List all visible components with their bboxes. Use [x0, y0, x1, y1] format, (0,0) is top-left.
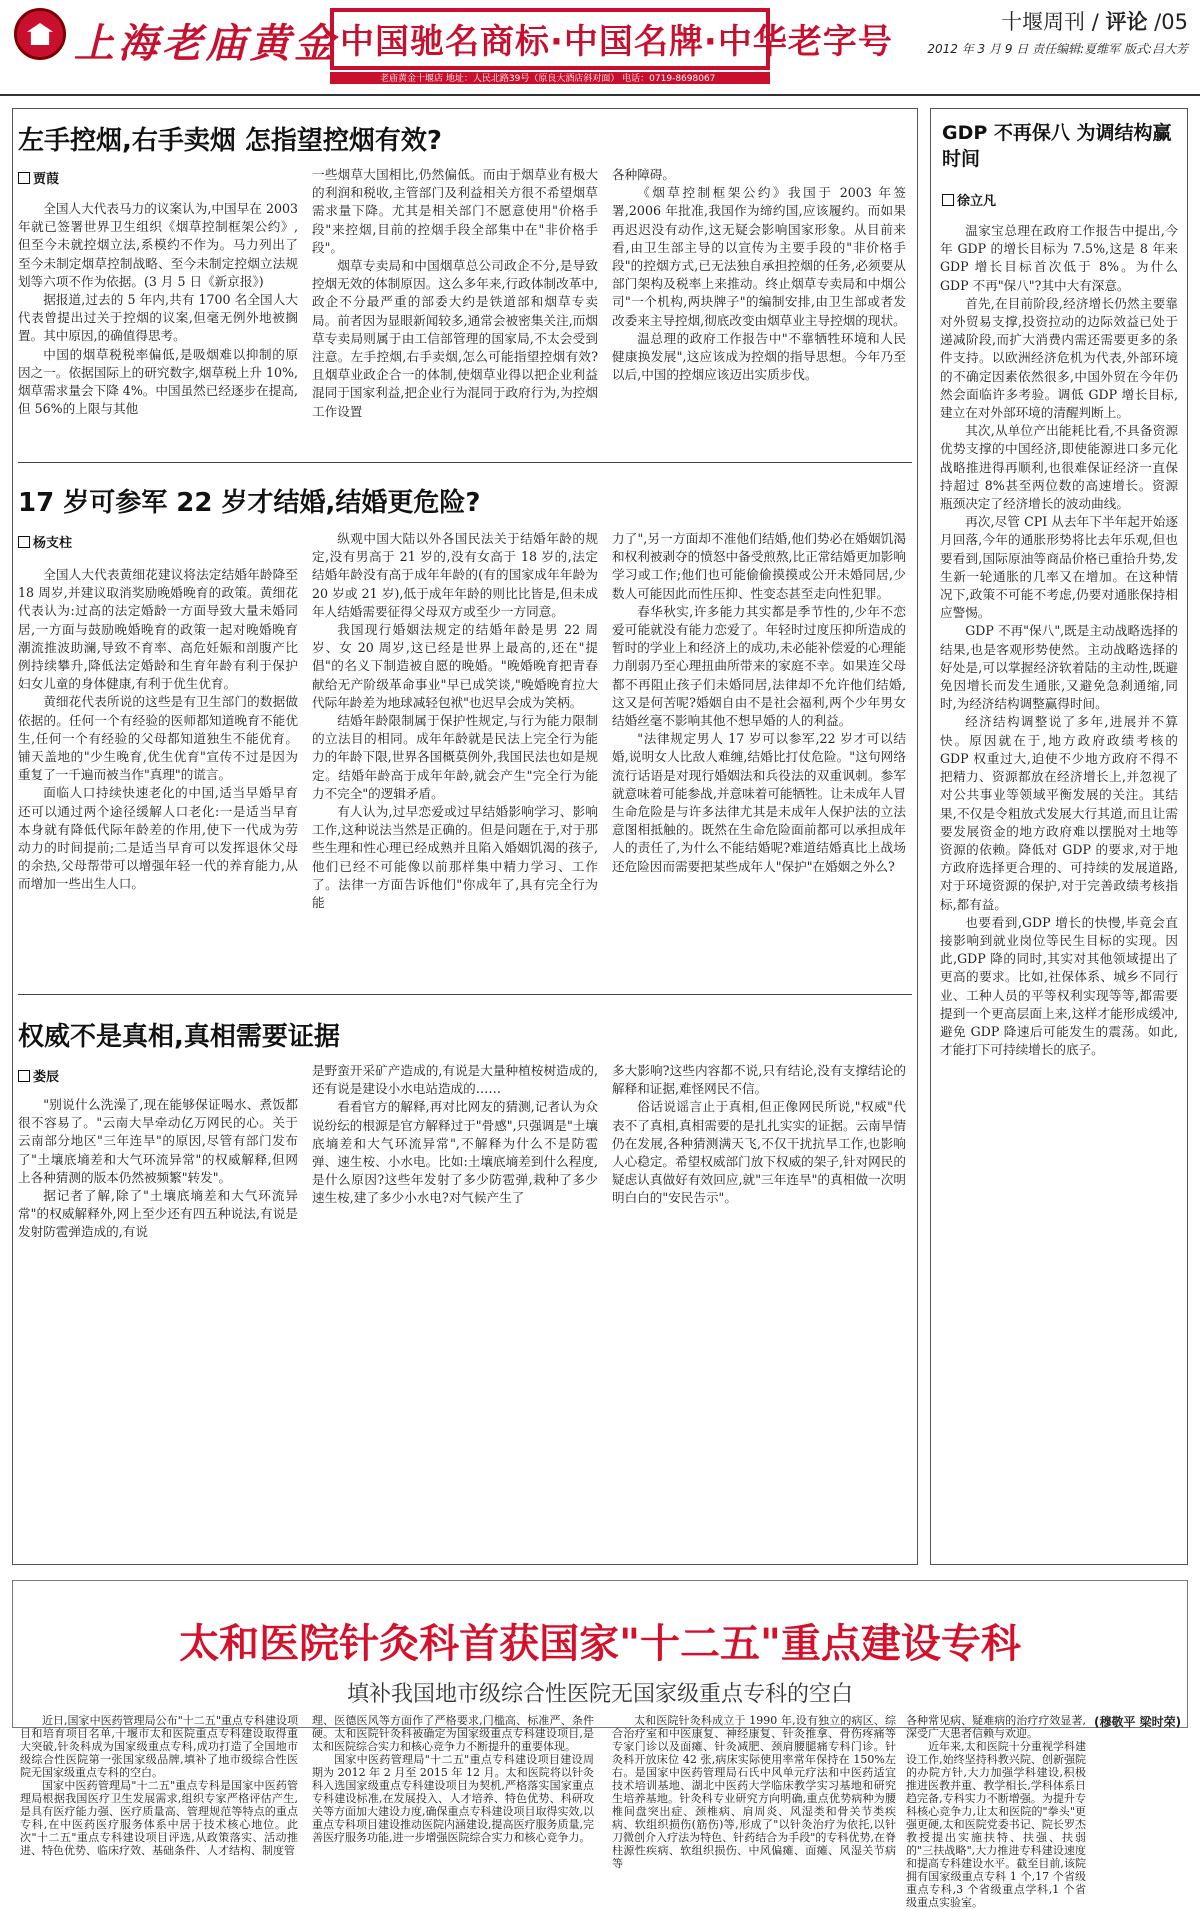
- advert-signature: (穆敬平 梁时荣): [1094, 1715, 1182, 1729]
- paragraph: "法律规定男人 17 岁可以参军,22 岁才可以结婚,说明女人比敌人难缠,结婚比打仗危险。"这句网络流行话语是对现行婚姻法和兵役法的双重讽刺。参军就意味着可能参战,并意味着可能牺牲。让未成年人冒生命危险是与许多法律尤其是未成年人保护法的立法意图相抵触的。既然在生命危险面前都可以承担成年人的责任了,为什么不能结婚呢?难道结婚真比上战场还危险因而需要把某些成年人"保护"在婚姻之外么?: [612, 731, 906, 874]
- page-number: 05: [1161, 10, 1188, 34]
- article-1-column-3: [612, 166, 906, 454]
- paragraph: 一些烟草大国相比,仍然偏低。而由于烟草业有极大的利润和税收,主管部门及利益相关方很不希望烟草需求量下降。尤其是相关部门不愿意使用"价格手段"来控烟,目前的控烟手段全部集中在"非价格手段"。: [312, 167, 598, 255]
- article-2-column-1: [18, 566, 298, 984]
- page-header: 十堰周刊 / 评论 /05: [1001, 10, 1188, 34]
- paragraph: 也要看到,GDP 增长的快慢,毕竟会直接影响到就业岗位等民生目标的实现。因此,GDP 降的同时,其实对其他领域提出了更高的要求。比如,社保体系、城乡不同行业、工种人员的平等权利实现等等,都需要提到一个更高层面上来,这样才能形成缓冲,避免 GDP 降速后可能发生的震荡。如此,才能打下可持续增长的底子。: [940, 914, 1178, 1058]
- article-3-author: 娄辰: [18, 1066, 59, 1085]
- paragraph: 全国人大代表马力的议案认为,中国早在 2003 年就已签署世界卫生组织《烟草控制框架公约》,但至今未就控烟立法,系模约不作为。马力列出了至今未制定烟草控制战略、至今未制定控烟立法规划等六项不作为依据。(3 月 5 日《新京报》): [18, 201, 298, 289]
- weekly-name: 十堰周刊: [1001, 10, 1086, 34]
- article-1-title: 左手控烟,右手卖烟 怎指望控烟有效?: [18, 126, 443, 156]
- paragraph: 太和医院针灸科成立于 1990 年,设有独立的病区、综合治疗室和中医康复、神经康复、针灸推拿、骨伤疼痛等专家门诊以及面瘫、针灸减肥、颈肩腰腿痛专科门诊。针灸科开放床位 42 张,病床实际使用率常年保持在 150%左右。是国家中医药管理局石氏中风单元疗法和中医药适宜技术培训基地、湖北中医药大学临床教学实习基地和研究生培养基地。针灸科专业研究方向明确,重点优势病种为腰椎间盘突出症、颈椎病、肩周炎、风湿类和骨关节类疾病、软组织损伤(筋伤)等,形成了"以针灸治疗为依托,以针刀微创介入疗法为特色、针药结合为手段"的专科优势,在脊柱源性疾病、软组织损伤、中风偏瘫、面瘫、风湿关节病等: [612, 1714, 896, 1870]
- paragraph: 结婚年龄限制属于保护性规定,与行为能力限制的立法目的相同。成年年龄就是民法上完全行为能力的年龄下限,世界各国概莫例外,我国民法也如是规定。结婚年龄高于成年年龄,就会产生"完全行为能力不完全"的逻辑矛盾。: [312, 713, 598, 801]
- slogan: 中国驰名商标·中国名牌·中华老字号: [340, 22, 893, 62]
- article-divider: [18, 462, 912, 463]
- paragraph: 是野蛮开采矿产造成的,有说是大量种植桉树造成的,还有说是建设小水电站造成的……: [312, 1063, 598, 1097]
- advert-column-4: [906, 1714, 1086, 1909]
- paragraph: 力了",另一方面却不准他们结婚,他们势必在婚姻饥渴和权利被剥夺的愤怒中备受煎熬,比正常结婚更加影响学习或工作;他们也可能偷偷摸摸或公开未婚同居,少数人可能因此而性压抑、性变态甚至走向性犯罪。: [612, 531, 906, 601]
- paragraph: 全国人大代表黄细花建议将法定结婚年龄降至 18 周岁,并建议取消奖励晚婚晚育的政策。黄细花代表认为:过高的法定婚龄一方面导致大量未婚同居,一方面与鼓励晚婚晚育的政策一起对晚婚晚育潮流推波助澜,导致不育率、高危妊娠和剖腹产比例持续攀升,降低法定婚龄和生育年龄有利于保护妇女儿童的身体健康,有利于优生优育。: [18, 567, 298, 692]
- article-2-column-2: [312, 530, 598, 984]
- brand-name: 上海老庙黄金: [74, 20, 338, 67]
- header-rule: [0, 94, 1200, 96]
- paragraph: 我国现行婚姻法规定的结婚年龄是男 22 周岁、女 20 周岁,这已经是世界上最高的,还在"提倡"的名义下制造被自愿的晚婚。"晚婚晚育把青春献给无产阶级革命事业"早已成笑谈,"晚婚晚育拉大代际年龄差为地球减轻包袱"也迟早会成为笑柄。: [312, 622, 598, 710]
- paragraph: 俗话说谣言止于真相,但正像网民所说,"权威"代表不了真相,真相需要的是扎扎实实的证据。云南旱情仍在发展,各种猜测满天飞,不仅干扰抗旱工作,也影响人心稳定。希望权威部门放下权威的架子,针对网民的疑虑认真做好有效回应,就"三年连旱"的真相做一次明明白白的"安民告示"。: [612, 1099, 906, 1206]
- paragraph: 春华秋实,许多能力其实都是季节性的,少年不恋爱可能就没有能力恋爱了。年轻时过度压抑所造成的暂时的学业上和经济上的成功,未必能补偿爱的心理能力削弱乃至心理扭曲所带来的家庭不幸。如果连父母都不再阻止孩子们未婚同居,法律却不允许他们结婚,这又是何苦呢?婚姻自由不是社会福利,两个少年男女结婚丝毫不影响其他不想早婚的人的利益。: [612, 603, 906, 729]
- advert-column-2: [312, 1714, 594, 1844]
- article-1-author: 贾葭: [18, 168, 59, 187]
- article-2-author: 杨支柱: [18, 532, 72, 551]
- paragraph: 纵观中国大陆以外各国民法关于结婚年龄的规定,没有男高于 21 岁的,没有女高于 18 岁的,法定结婚年龄没有高于成年年龄的(有的国家成年年龄为 20 岁或 21 岁),低于成年年龄的则比比皆是,但未成年人结婚需要征得父母双方或至少一方同意。: [312, 531, 598, 619]
- paragraph: 近日,国家中医药管理局公布"十二五"重点专科建设项目和培育项目名单,十堰市太和医院重点专科建设取得重大突破,针灸科成为国家级重点专科,成功打造了全国地市级综合性医院第一张国家级品牌,填补了地市级综合性医院无国家级重点专科的空白。: [20, 1714, 298, 1779]
- paragraph: 各种常见病、疑难病的治疗疗效显著,深受广大患者信赖与欢迎。: [906, 1714, 1086, 1740]
- advert-column-1: [20, 1714, 298, 1857]
- paragraph: 理、医德医风等方面作了严格要求,门槛高、标准严、条件硬。太和医院针灸科被确定为国家级重点专科建设项目,是太和医院综合实力和核心竞争力不断提升的重要体现。: [312, 1714, 594, 1753]
- article-2-title: 17 岁可参军 22 岁才结婚,结婚更危险?: [18, 488, 481, 518]
- paragraph: 各种障碍。: [612, 167, 675, 182]
- article-3-column-2: [312, 1062, 598, 1554]
- advert-subtitle: 填补我国地市级综合性医院无国家级重点专科的空白: [346, 1682, 853, 1707]
- store-address: 老庙黄金十堰店 地址：人民北路39号（原良大酒店斜对面） 电话：0719-8698067: [380, 74, 716, 84]
- article-3-column-1: [18, 1096, 298, 1554]
- section-name: 评论: [1105, 10, 1148, 34]
- sidebar-body: [940, 222, 1178, 1558]
- article-divider: [18, 994, 912, 995]
- sidebar-title: GDP 不再保八 为调结构赢时间: [942, 122, 1172, 170]
- sidebar-author: 徐立凡: [942, 190, 996, 209]
- article-3-title: 权威不是真相,真相需要证据: [18, 1022, 340, 1052]
- article-1-column-1: [18, 200, 298, 454]
- paragraph: GDP 不再"保八",既是主动战略选择的结果,也是客观形势使然。主动战略选择的好处是,可以掌握经济软着陆的主动性,既避免因增长而发生通胀,又避免急刹通缩,同时,为经济结构调整赢得时间。: [940, 623, 1178, 712]
- paragraph: 黄细花代表所说的这些是有卫生部门的数据做依据的。任何一个有经验的医师都知道晚育不能优生,任何一个有经验的父母都知道独生不能优育。铺天盖地的"少生晚育,优生优育"宣传不过是因为重复了一千遍而被当作"真理"的谎言。: [18, 694, 298, 783]
- article-3-column-3: [612, 1062, 906, 1554]
- paragraph: 多大影响?这些内容都不说,只有结论,没有支撑结论的解释和证据,难怪网民不信。: [612, 1063, 906, 1097]
- advert-column-3: [612, 1714, 896, 1870]
- paragraph: 看看官方的解释,再对比网友的猜测,记者认为众说纷纭的根源是官方解释过于"骨感",只强调是"土壤底墒差和大气环流异常",不解释为什么不是防雹弹、速生桉、小水电。比如:土壤底墒差到什么程度,是什么原因?这些年发射了多少防雹弹,栽种了多少速生桉,建了多少小水电?对气候产生了: [312, 1099, 598, 1206]
- article-2-column-3: [612, 530, 906, 984]
- paragraph: 其次,从单位产出能耗比看,不具备资源优势支撑的中国经济,即使能源进口多元化战略推进得再顺利,也很难保证经济一直保持超过 8%甚至两位数的高速增长。资源瓶颈决定了经济增长的波动曲线。: [940, 423, 1178, 512]
- paragraph: 国家中医药管理局"十二五"重点专科建设项目建设周期为 2012 年 2 月至 2015 年 12 月。太和医院将以针灸科入选国家级重点专科建设项目为契机,严格落实国家重点专科建设标准,在发展投入、人才培养、特色优势、科研攻关等方面加大建设力度,确保重点专科建设项目取得实效,以重点专科项目建设推动医院内涵建设,提高医疗服务质量,完善医疗服务功能,进一步增强医院综合实力和核心竞争力。: [312, 1753, 594, 1844]
- paragraph: 中国的烟草税税率偏低,是吸烟难以抑制的原因之一。依据国际上的研究数字,烟草税上升 10%,烟草需求量会下降 4%。中国虽然已经逐步在提高,但 56%的上限与其他: [18, 346, 298, 417]
- paragraph: 据报道,过去的 5 年内,共有 1700 名全国人大代表曾提出过关于控烟的议案,但毫无例外地被搁置。其中原因,的确值得思考。: [18, 292, 298, 344]
- paragraph: "别说什么洗澡了,现在能够保证喝水、煮饭都很不容易了。"云南大旱牵动亿万网民的心。关于云南部分地区"三年连旱"的原因,尽管有部门发布了"土壤底墒差和大气环流异常"的权威解释,但网上各种猜测的版本仍然被频繁"转发"。: [18, 1097, 298, 1185]
- paragraph: 温总理的政府工作报告中"不靠牺牲环境和人民健康换发展",这应该成为控烟的指导思想。今年乃至以后,中国的控烟应该迈出实质步伐。: [612, 330, 906, 383]
- date-line: 2012 年 3 月 9 日 责任编辑:夏维军 版式:吕大芳: [927, 42, 1188, 56]
- paragraph: 据记者了解,除了"土壤底墒差和大气环流异常"的权威解释外,网上至少还有四五种说法,有说是发射防雹弹造成的,有说: [18, 1188, 298, 1240]
- paragraph: 首先,在目前阶段,经济增长仍然主要靠对外贸易支撑,投资拉动的边际效益已处于递减阶段,而扩大消费内需还需要更多的条件支持。以欧洲经济危机为代表,外部环境的不确定因素依然很多,中国外贸在今年仍然会面临许多考验。调低 GDP 增长目标,建立在对外部环境的清醒判断上。: [940, 295, 1178, 421]
- article-1-column-2: [312, 166, 598, 454]
- brand-logo: [14, 8, 66, 60]
- paragraph: 烟草专卖局和中国烟草总公司政企不分,是导致控烟无效的体制原因。这么多年来,行政体制改革中,政企不分最严重的部委大约是铁道部和烟草专卖局。前者因为显眼新闻较多,通常会被密集关注,而烟草专卖局则属于由工信部管理的国家局,不太会受到注意。左手控烟,右手卖烟,怎么可能指望控烟有效?且烟草业政企合一的体制,使烟草业得以把企业利益混同于国家利益,把企业行为混同于政府行为,为控烟工作设置: [312, 258, 598, 419]
- paragraph: 再次,尽管 CPI 从去年下半年起开始逐月回落,今年的通胀形势将比去年乐观,但也要看到,国际原油等商品价格已重拾升势,发生新一轮通胀的几率又在增加。在这种情况下,政策不可能不考虑,仍要对通胀保持相应警惕。: [940, 514, 1178, 621]
- paragraph: 经济结构调整说了多年,进展并不算快。原因就在于,地方政府政绩考核的 GDP 权重过大,迫使不少地方政府不得不把精力、资源都放在经济增长上,并忽视了对公共事业等领域平衡发展的关注。其结果,不仅是令粗放式发展大行其道,而且让需要发展资金的地方政府难以摆脱对土地等资源的依赖。降低对 GDP 的要求,对于地方政府选择更合理的、可持续的发展道路,对于环境资源的保护,对于完善政绩考核指标,都有益。: [940, 714, 1178, 912]
- paragraph: 温家宝总理在政府工作报告中提出,今年 GDP 的增长目标为 7.5%,这是 8 年来 GDP 增长目标首次低于 8%。为什么 GDP 不再"保八"?其中大有深意。: [940, 223, 1178, 293]
- paragraph: 面临人口持续快速老化的中国,适当早婚早育还可以通过两个途径缓解人口老化:一是适当早育本身就有降低代际年龄差的作用,使下一代成为劳动力的时间提前;二是适当早育可以发挥退休父母的余热,父母帮带可以增强年轻一代的养育能力,从而增加一些出生人口。: [18, 785, 298, 892]
- paragraph: 近年来,太和医院十分重视学科建设工作,始终坚持科教兴院、创新强院的办院方针,大力加强学科建设,积极推进医教并重、教学相长,学科体系日趋完备,专科实力不断增强。为提升专科核心竞争力,让太和医院的"拳头"更强更硬,太和医院党委书记、院长罗杰教授提出实施扶特、扶强、扶弱的"三扶战略",大力推进专科建设速度和提高专科建设水平。截至目前,该院拥有国家级重点专科 1 个,17 个省级重点专科,3 个省级重点学科,1 个省级重点实验室。: [906, 1740, 1086, 1909]
- paragraph: 国家中医药管理局"十二五"重点专科是国家中医药管理局根据我国医疗卫生发展需求,组织专家严格评估产生,是具有医疗能力强、医疗质量高、管理规范等特点的重点专科,在中医药医疗服务体系中居于技术核心地位。此次"十二五"重点专科建设项目评选,从政策落实、活动推进、特色优势、临床疗效、基础条件、人才结构、制度管: [20, 1779, 298, 1857]
- advert-title: 太和医院针灸科首获国家"十二五"重点建设专科: [179, 1621, 1021, 1667]
- paragraph: 《烟草控制框架公约》我国于 2003 年签署,2006 年批准,我国作为缔约国,应该履约。而如果再迟迟没有动作,这无疑会影响国家形象。从目前来看,由卫生部主导的以宣传为主要手段的"非价格手段"的控烟方式,已无法独自承担控烟的任务,必须要从部门架构及税率上来推动。终止烟草专卖局和中烟公司"一个机构,两块牌子"的编制安排,由卫生部或者发改委来主导控烟,彻底改变由烟草业主导控烟的现状。: [612, 185, 906, 328]
- paragraph: 有人认为,过早恋爱或过早结婚影响学习、影响工作,这种说法当然是正确的。但是问题在于,对于那些生理和性心理已经成熟并且陷入婚姻饥渴的孩子,他们已经不可能像以前那样集中精力学习、工作了。法律一方面告诉他们"你成年了,具有完全行为能: [312, 804, 598, 911]
